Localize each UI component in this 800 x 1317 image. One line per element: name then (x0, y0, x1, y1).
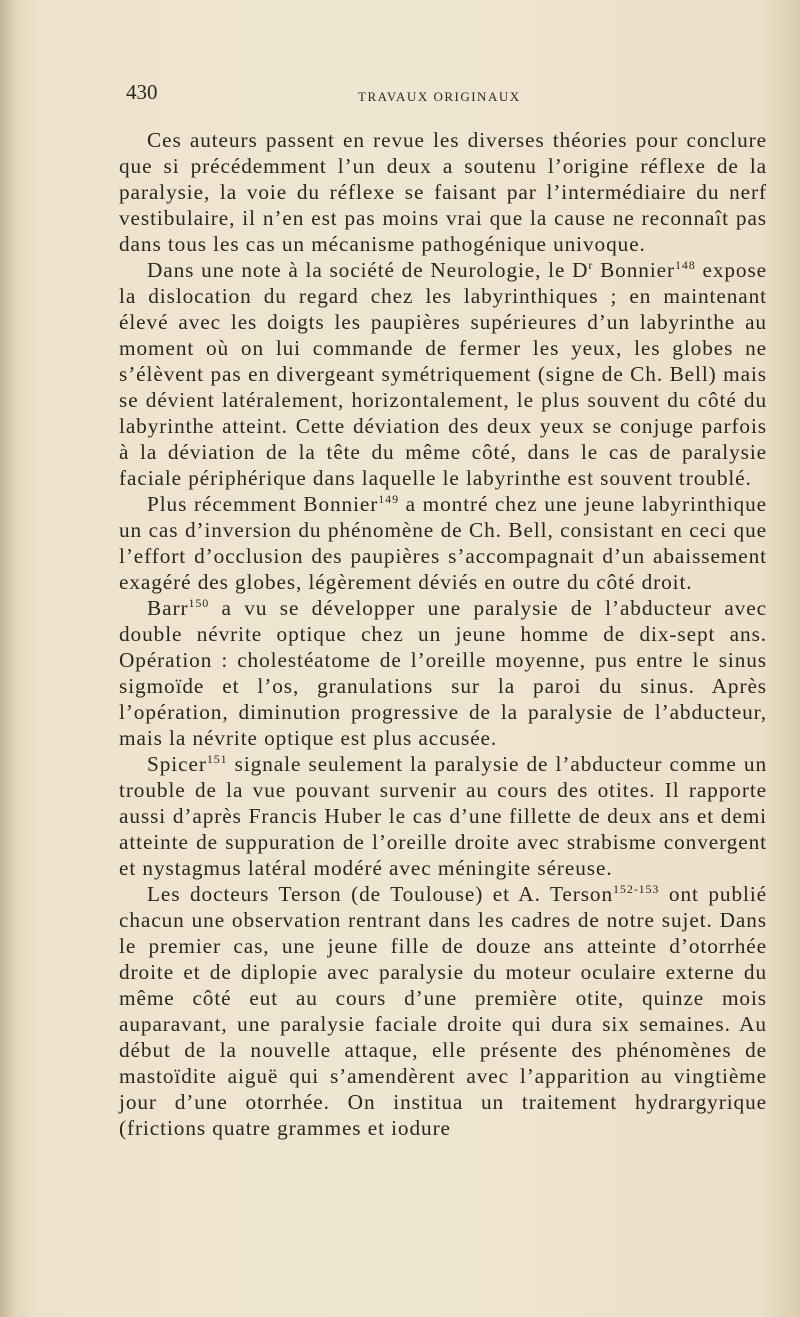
paragraph-text: a vu se développer une paralysie de l’abducteur avec double névrite optique chez un jeune homme de dix-sept ans. Opération : cholestéatome de l’oreille moyenne, pus entre le sinus sigmoïde et l’os, granulations sur la paroi du sinus. Après l’opération, diminution progressive de la paralysie de l’abducteur, mais la névrite optique est plus accusée. (119, 596, 767, 750)
running-head: TRAVAUX ORIGINAUX (358, 89, 521, 104)
paragraph-text: Plus récemment Bonnier (147, 492, 379, 516)
paragraph-text: signale seulement la paralysie de l’abducteur comme un trouble de la vue pouvant survenir au cours des otites. Il rapporte aussi d’après Francis Huber le cas d’une fillette de deux ans et demi atteinte de suppuration de l’oreille droite avec strabisme convergent et nystagmus latéral modéré avec méningite séreuse. (119, 752, 767, 880)
paragraph-text: Dans une note à la société de Neurologie, le D (147, 258, 589, 282)
reference-number: 148 (674, 258, 696, 272)
title-abbrev-superscript: r (588, 258, 594, 272)
reference-number: 150 (188, 596, 210, 610)
paragraph-text: a montré chez une jeune labyrinthique un cas d’inversion du phénomène de Ch. Bell, consistant en ceci que l’effort d’occlusion des paupières s’accompagnait d’un abaissement exagéré des globes, légèrement déviés en outre du côté droit. (119, 492, 768, 594)
page-number: 430 (126, 80, 158, 104)
paragraph-6 (119, 881, 767, 1141)
body-text (119, 127, 767, 1141)
author-name: Bonnier (593, 258, 675, 282)
paragraph-1 (119, 127, 767, 257)
binding-shadow (0, 0, 16, 1317)
paragraph-2 (119, 257, 767, 491)
reference-number: 151 (206, 752, 228, 766)
page-header (118, 80, 766, 110)
paragraph-text: ont publié chacun une observation rentrant dans les cadres de notre sujet. Dans le premier cas, une jeune fille de douze ans atteinte d’otorrhée droite et de diplopie avec paralysie du moteur oculaire externe du même côté eut au cours d’une première otite, quinze mois auparavant, une paralysie faciale droite qui dura six semaines. Au début de la nouvelle attaque, elle présente des phénomènes de mastoïdite aiguë qui s’amendèrent avec l’apparition au vingtième jour d’une otorrhée. On institua un traitement hydrargyrique (frictions quatre grammes et iodure (119, 882, 767, 1140)
paragraph-text: Spicer (147, 752, 207, 776)
reference-number: 152-153 (613, 882, 660, 896)
paragraph-text: Ces auteurs passent en revue les diverses théories pour conclure que si précédemment l’un deux a soutenu l’origine réflexe de la paralysie, la voie du réflexe se faisant par l’intermédiaire du nerf vestibulaire, il n’en est pas moins vrai que la cause ne reconnaît pas dans tous les cas un mécanisme pathogénique univoque. (119, 128, 767, 256)
paragraph-5 (119, 751, 767, 881)
paragraph-text: Barr (147, 596, 189, 620)
paragraph-4 (119, 595, 767, 751)
reference-number: 149 (378, 492, 399, 506)
paragraph-text: expose la dislocation du regard chez les labyrinthiques ; en maintenant élevé avec les doigts les paupières supérieures d’un labyrinthe au moment où on lui commande de fermer les yeux, les globes ne s’élèvent pas en divergeant symétriquement (signe de Ch. Bell) mais se dévient latéralement, horizontalement, le plus souvent du côté du labyrinthe atteint. Cette déviation des deux yeux se conjuge parfois à la déviation de la tête du même côté, dans le cas de paralysie faciale périphérique dans laquelle le labyrinthe est souvent troublé. (119, 258, 767, 490)
paragraph-3 (119, 491, 767, 595)
paragraph-text: Les docteurs Terson (de Toulouse) et A. Terson (147, 882, 614, 906)
